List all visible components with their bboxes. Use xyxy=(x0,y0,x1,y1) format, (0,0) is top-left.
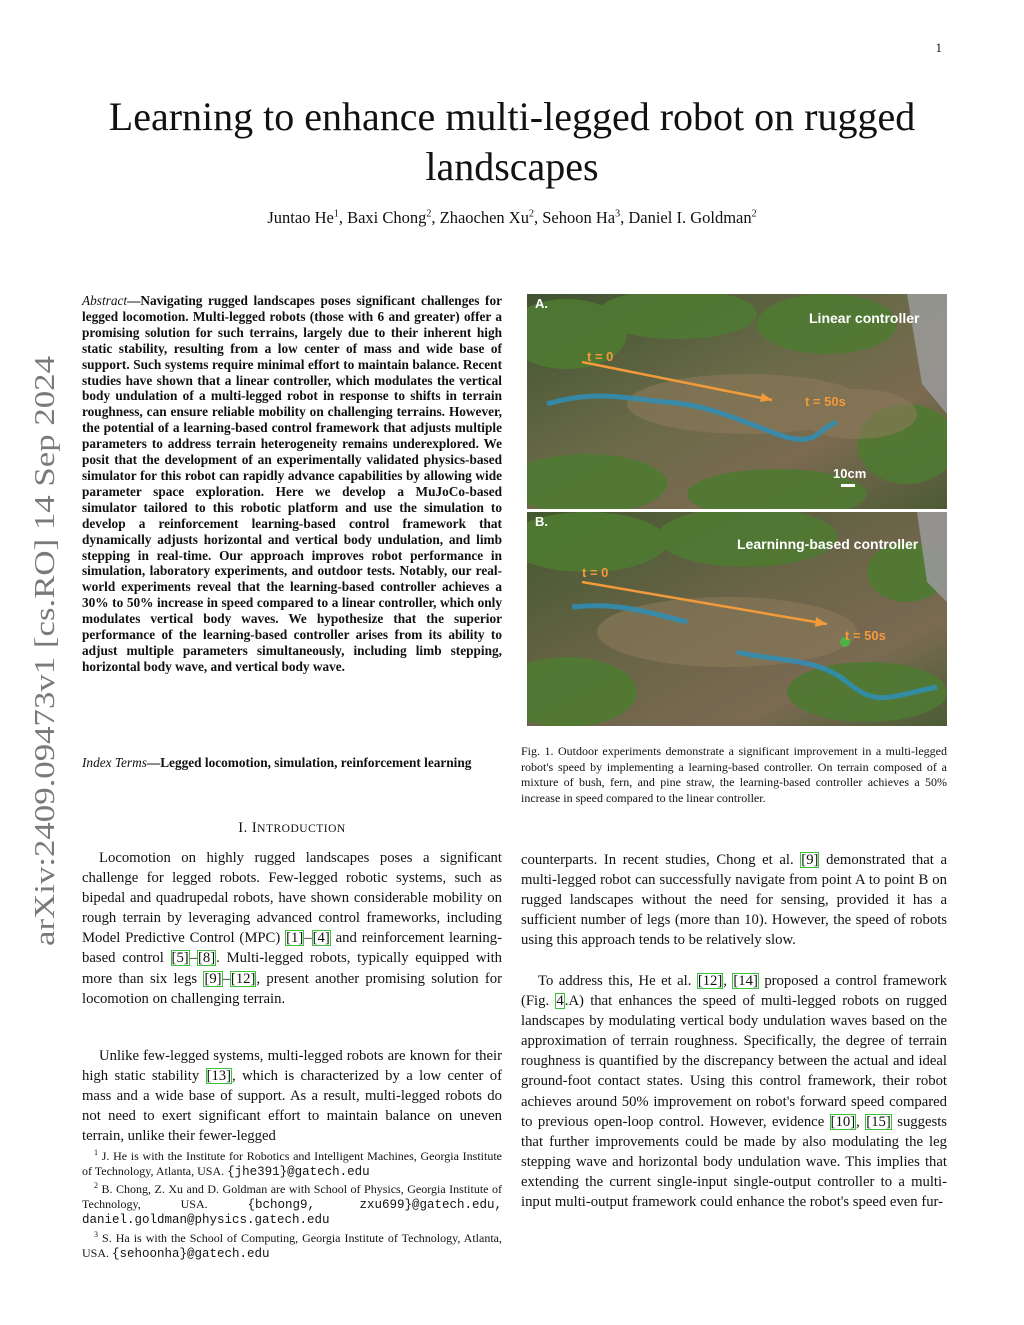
citation-link[interactable]: [8] xyxy=(198,950,216,967)
citation-link[interactable]: [10] xyxy=(830,1113,856,1130)
body-paragraph: To address this, He et al. [12], [14] proposed a control framework (Fig. 4.A) that enhances the speed of multi-legged robots on rugged landscapes by modulating vertical body undulation waves based on the approximation of terrain roughness. Specifically, the degree of terrain roughness is quantified by the discrepancy between the actual and ideal ground-foot contact states. Using this control framework, their robot achieves around 50% improvement on robot's forward speed compared to previous open-loop control. However, evidence [10], [15] suggests that further improvements could be made by also modulating the leg stepping wave and horizontal body undulation wave. This implies that extending the current single-input single-output controller to a multi-input multi-output framework could enhance the robot's speed even fur- xyxy=(521,973,948,1211)
citation-link[interactable]: [13] xyxy=(206,1068,232,1085)
figure-panel-a xyxy=(527,294,947,509)
index-terms-text: —Legged locomotion, simulation, reinforcement learning xyxy=(146,755,472,770)
citation-link[interactable]: [5] xyxy=(171,950,189,967)
paper-title: Learning to enhance multi-legged robot on rugged landscapes xyxy=(108,94,916,189)
section-heading-introduction: I. INTRODUCTION xyxy=(238,820,346,836)
author-name: Zhaochen Xu xyxy=(439,208,529,227)
author-affiliation-mark: 3 xyxy=(615,208,621,220)
figure-1 xyxy=(527,294,947,726)
author-name: Juntao He xyxy=(267,208,334,227)
abstract xyxy=(82,293,502,675)
author-name: Baxi Chong xyxy=(347,208,427,227)
scale-bar xyxy=(841,484,855,487)
abstract-text: —Navigating rugged landscapes poses significant challenges for legged locomotion. Multi-legged robots (those with 6 and greater) offer a promising solution for such terrains, largely due to their inherent high static stability, resulting from a low center of mass and wide base of support. Such systems require minimal effort to maintain balance. Recent studies have shown that a linear controller, which modulates the vertical body undulation of a multi-legged robot in response to shifts in terrain roughness, can ensure reliable mobility on challenging terrains. However, the potential of a learning-based control framework that adjusts multiple parameters to address terrain heterogeneity remains underexplored. We posit that the development of an experimentally validated physics-based simulator for this robot can rapidly advance capabilities by allowing wide parameter space exploration. Here we develop a MuJoCo-based simulator tailored to this robotic platform and use the simulation to develop a reinforcement learning-based control framework that dynamically adjusts horizontal and vertical body undulation, and limb stepping in real-time. Our approach improves robot performance in simulation, laboratory experiments, and outdoor tests. Notably, our real-world experiments reveal that the learning-based controller achieves a 30% to 50% increase in speed compared to a linear controller, which only modulates vertical body waves. We hypothesize that the superior performance of the learning-based controller arises from its ability to adjust multiple parameters simultaneously, including limb stepping, horizontal body wave, and vertical body wave. xyxy=(82,293,502,674)
time-label-end: t = 50s xyxy=(845,628,886,643)
author-affiliation-mark: 2 xyxy=(426,208,432,220)
email-address[interactable]: {bchong9, zxu699}@gatech.edu, daniel.goldman@physics.gatech.edu xyxy=(82,1197,502,1228)
index-terms-label: Index Terms xyxy=(82,755,147,770)
time-label-end: t = 50s xyxy=(805,394,846,409)
body-paragraph: Unlike few-legged systems, multi-legged robots are known for their high static stability [13], which is characterized by a low center of mass and a wide base of support. As a result, multi-legged robots do not need to exert significant effort to maintain balance on uneven terrain, unlike their fewer-legged xyxy=(82,1048,502,1145)
author-affiliation-mark: 2 xyxy=(751,208,757,220)
citation-link[interactable]: [14] xyxy=(733,973,758,989)
author-name: Daniel I. Goldman xyxy=(628,208,752,227)
citation-link[interactable]: [4] xyxy=(312,930,330,947)
email-address[interactable]: {sehoonha}@gatech.edu xyxy=(112,1246,270,1261)
time-label-start: t = 0 xyxy=(587,349,614,364)
page-number: 1 xyxy=(935,40,942,55)
author-affiliation-mark: 1 xyxy=(333,208,339,220)
scale-bar-label: 10cm xyxy=(833,466,867,481)
citation-link[interactable]: [9] xyxy=(204,970,222,987)
footnotes xyxy=(82,1146,502,1261)
footnote: $^1$ J. He is with the Institute for Robotics and Intelligent Machines, Georgia Institute of Technology, Atlanta, USA. {jhe391}@gatech.edu xyxy=(82,1148,502,1179)
author-name: Sehoon Ha xyxy=(542,208,616,227)
citation-link[interactable]: [9] xyxy=(801,852,819,868)
author-list: Juntao He$^1$, Baxi Chong$^2$, Zhaochen Xu$^2$, Sehoon Ha$^3$, Daniel I. Goldman$^2$ xyxy=(267,208,757,227)
figure-reference-link[interactable]: 4 xyxy=(556,993,564,1010)
panel-label: A. xyxy=(535,296,548,311)
body-paragraph: Locomotion on highly rugged landscapes poses a significant challenge for legged robots. Few-legged robotic systems, such as bipedal and quadrupedal robots, have shown considerable mobility on rough terrain by leveraging advanced control frameworks, including Model Predictive Control (MPC) [1]–[4] and reinforcement learning-based control [5]–[8]. Multi-legged robots, typically equipped with more than six legs [9]–[12], present another promising solution for locomotion on challenging terrain. xyxy=(82,850,503,1007)
arxiv-stamp xyxy=(28,350,62,950)
citation-link[interactable]: [15] xyxy=(866,1113,891,1130)
footnote: $^3$ S. Ha is with the School of Computing, Georgia Institute of Technology, Atlanta, USA. {sehoonha}@gatech.edu xyxy=(82,1229,502,1261)
figure-panel-b xyxy=(527,512,947,726)
abstract-label: Abstract xyxy=(82,293,128,308)
footnote: $^2$ B. Chong, Z. Xu and D. Goldman are with School of Physics, Georgia Institute of Technology, USA. {bchong9, zxu699}@gatech.edu, daniel.goldman@physics.gatech.edu xyxy=(82,1181,503,1228)
author-affiliation-mark: 2 xyxy=(528,208,534,220)
citation-link[interactable]: [12] xyxy=(230,970,256,987)
panel-title: Linear controller xyxy=(809,310,920,326)
email-address[interactable]: {jhe391}@gatech.edu xyxy=(227,1164,370,1179)
citation-link[interactable]: [12] xyxy=(697,973,723,989)
body-paragraph: counterparts. In recent studies, Chong et al. [9] demonstrated that a multi-legged robot can successfully navigate from point A to point B on rugged landscapes without the need for sensing, provided it has a sufficient number of legs (more than 10). However, the speed of robots using this approach tends to be relatively slow. xyxy=(521,852,947,949)
figure-caption: Fig. 1. Outdoor experiments demonstrate a significant improvement in a multi-legged robot's speed by implementing a learning-based controller. On terrain composed of a mixture of bush, fern, and pine straw, the learning-based controller achieves a 50% increase in speed compared to the linear controller. xyxy=(521,744,947,805)
time-label-start: t = 0 xyxy=(582,565,609,580)
panel-label: B. xyxy=(535,514,548,529)
panel-title: Learninng-based controller xyxy=(737,536,919,552)
citation-link[interactable]: [1] xyxy=(286,930,304,947)
index-terms xyxy=(82,755,502,771)
arxiv-id-text: arXiv:2409.09473v1 [cs.RO] 14 Sep 2024 xyxy=(30,463,61,946)
